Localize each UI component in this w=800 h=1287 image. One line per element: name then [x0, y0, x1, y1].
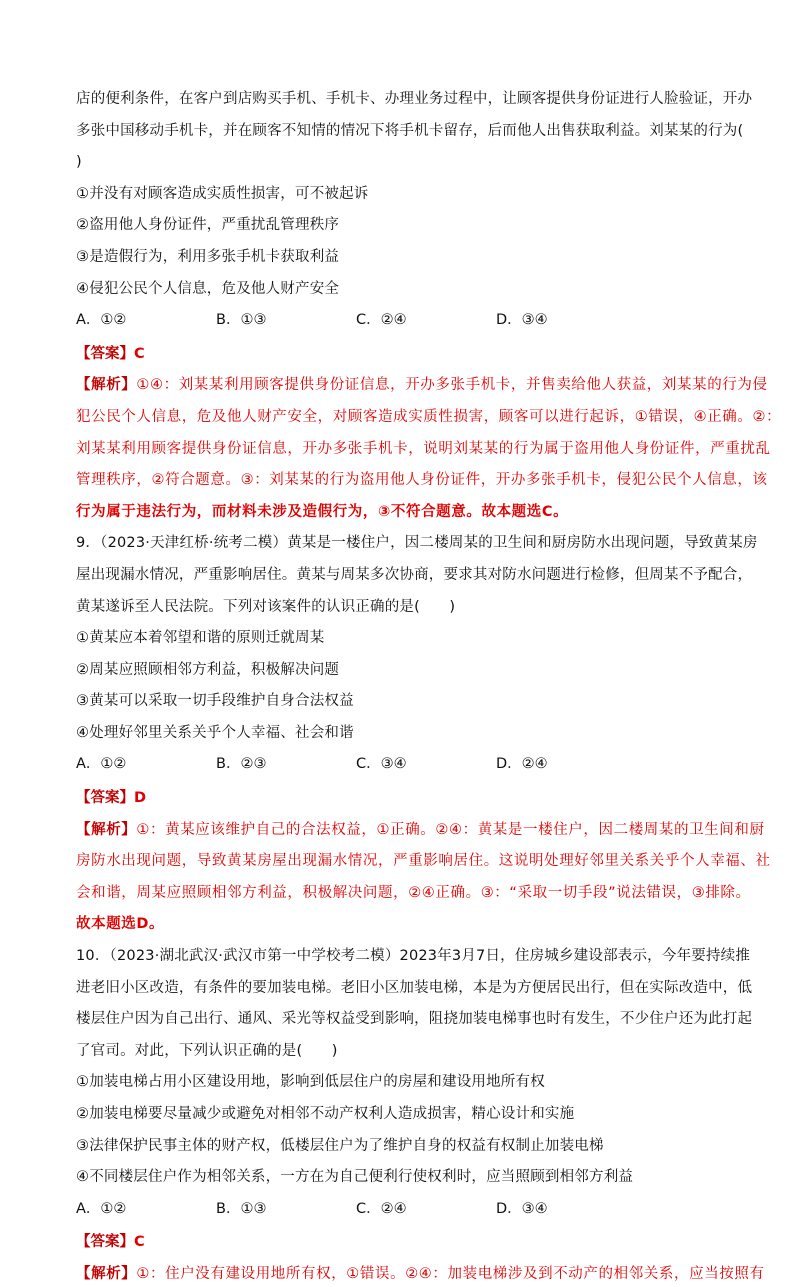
question-stem-line: 了官司。对此，下列认识正确的是( ) — [76, 1042, 338, 1059]
option-c: C．③④ — [356, 756, 407, 773]
question-stem-line: 屋出现漏水情况，严重影响居住。黄某与周某多次协商，要求其对防水问题进行检修，但周某不予配合， — [76, 566, 753, 583]
option-c: C．②④ — [356, 312, 407, 329]
option-b: B．②③ — [216, 756, 267, 773]
option-c: C．②④ — [356, 1200, 407, 1217]
question-stem-line: 进老旧小区改造，有条件的要加装电梯。老旧小区加装电梯，本是为方便居民出行，但在实际改造中，低 — [76, 979, 753, 996]
choice-item: ④不同楼层住户作为相邻关系，一方在为自己便利行使权利时，应当照顾到相邻方利益 — [76, 1169, 634, 1186]
option-d: D．③④ — [496, 312, 548, 329]
option-d: D．②④ — [496, 756, 548, 773]
question-9 — [76, 532, 771, 937]
option-a: A．①② — [76, 312, 127, 329]
question-stem-line: 9．（2023·天津红桥·统考二模）黄某是一楼住户，因二楼周某的卫生间和厨房防水出现问题，导致黄某房 — [76, 535, 758, 552]
explain-label: 【解析】 — [76, 821, 137, 838]
explain-line: ①：住户没有建设用地所有权，①错误。②④：加装电梯涉及到不动产的相邻关系，应当按照有 — [136, 1265, 765, 1282]
answer-label: 【答案】 — [76, 790, 134, 807]
choice-item: ①黄某应本着邻望和谐的原则迁就周某 — [76, 630, 325, 647]
options-row — [76, 309, 732, 333]
question-10 — [76, 945, 765, 1287]
options-row — [76, 753, 732, 777]
explanation — [76, 1263, 765, 1287]
explain-line: 房防水出现问题，导致黄某房屋出现漏水情况，严重影响居住。这说明处理好邻里关系关乎个人幸福、社 — [76, 853, 771, 870]
document-page — [76, 88, 782, 1287]
choice-item: ②周某应照顾相邻方利益，积极解决问题 — [76, 661, 340, 678]
choice-item: ③是造假行为，利用多张手机卡获取利益 — [76, 248, 340, 265]
choice-item: ①加装电梯占用小区建设用地，影响到低层住户的房屋和建设用地所有权 — [76, 1074, 545, 1091]
explain-line: 刘某某利用顾客提供身份证信息，开办多张手机卡，说明刘某某的行为属于盗用他人身份证件，严重扰乱 — [76, 440, 771, 457]
explain-line: 犯公民个人信息，危及他人财产安全，对顾客造成实质性损害，顾客可以进行起诉，①错误，④正确。②： — [76, 408, 782, 425]
question-stem-line: 店的便利条件，在客户到店购买手机、手机卡、办理业务过程中，让顾客提供身份证进行人脸验证，开办 — [76, 91, 753, 107]
question-stem-line: 10．（2023·湖北武汉·武汉市第一中学校考二模）2023年3月7日，住房城乡建设部表示，今年要持续推 — [76, 948, 751, 965]
option-a: A．①② — [76, 756, 127, 773]
question-stem-line: 多张中国移动手机卡，并在顾客不知情的情况下将手机卡留存，后而他人出售获取利益。刘某某的行为( — [76, 122, 744, 139]
option-d: D．③④ — [496, 1200, 548, 1217]
answer-value: C — [134, 345, 145, 362]
answer-line — [76, 343, 732, 367]
choice-item: ②盗用他人身份证件，严重扰乱管理秩序 — [76, 217, 340, 234]
answer-label: 【答案】 — [76, 1234, 134, 1251]
choice-item: ③法律保护民事主体的财产权，低楼层住户为了维护自身的权益有权制止加装电梯 — [76, 1137, 604, 1154]
option-b: B．①③ — [216, 1200, 267, 1217]
options-row — [76, 1198, 732, 1222]
answer-label: 【答案】 — [76, 345, 134, 362]
option-b: B．①③ — [216, 312, 267, 329]
answer-value: D — [134, 790, 147, 807]
answer-line — [76, 787, 732, 811]
explain-line: 管理秩序，②符合题意。③：刘某某的行为盗用他人身份证件，开办多张手机卡，侵犯公民个人信息，该 — [76, 472, 768, 489]
explain-label: 【解析】 — [76, 1265, 137, 1282]
explain-line: 行为属于违法行为，而材料未涉及造假行为，③不符合题意。故本题选C。 — [76, 503, 569, 520]
explanation — [76, 819, 771, 937]
explain-label: 【解析】 — [76, 377, 137, 394]
option-a: A．①② — [76, 1200, 127, 1217]
explain-line: 会和谐，周某应照顾相邻方利益，积极解决问题，②④正确。③：“采取一切手段”说法错误，③排除。 — [76, 884, 751, 901]
explain-line: 故本题选D。 — [76, 916, 165, 933]
question-stem-line: ) — [76, 154, 82, 171]
answer-value: C — [134, 1234, 145, 1251]
choice-item: ④侵犯公民个人信息，危及他人财产安全 — [76, 280, 340, 297]
choice-item: ③黄某可以采取一切手段维护自身合法权益 — [76, 693, 354, 710]
choice-item: ①并没有对顾客造成实质性损害，可不被起诉 — [76, 185, 369, 202]
explanation — [76, 374, 782, 524]
choice-item: ④处理好邻里关系关乎个人幸福、社会和谐 — [76, 724, 354, 741]
choice-item: ②加装电梯要尽量减少或避免对相邻不动产权利人造成损害，精心设计和实施 — [76, 1106, 575, 1122]
question-8 — [76, 88, 782, 524]
explain-line: ①④：刘某某利用顾客提供身份证信息，开办多张手机卡，并售卖给他人获益，刘某某的行为侵 — [136, 377, 768, 394]
question-stem-line: 楼层住户因为自己出行、通风、采光等权益受到影响，阻挠加装电梯事也时有发生，不少住户还为此打起 — [76, 1011, 753, 1028]
question-stem-line: 黄某遂诉至人民法院。下列对该案件的认识正确的是( ) — [76, 598, 456, 615]
answer-line — [76, 1231, 732, 1255]
explain-line: ①：黄某应该维护自己的合法权益，①正确。②④：黄某是一楼住户，因二楼周某的卫生间和厨 — [136, 821, 765, 838]
